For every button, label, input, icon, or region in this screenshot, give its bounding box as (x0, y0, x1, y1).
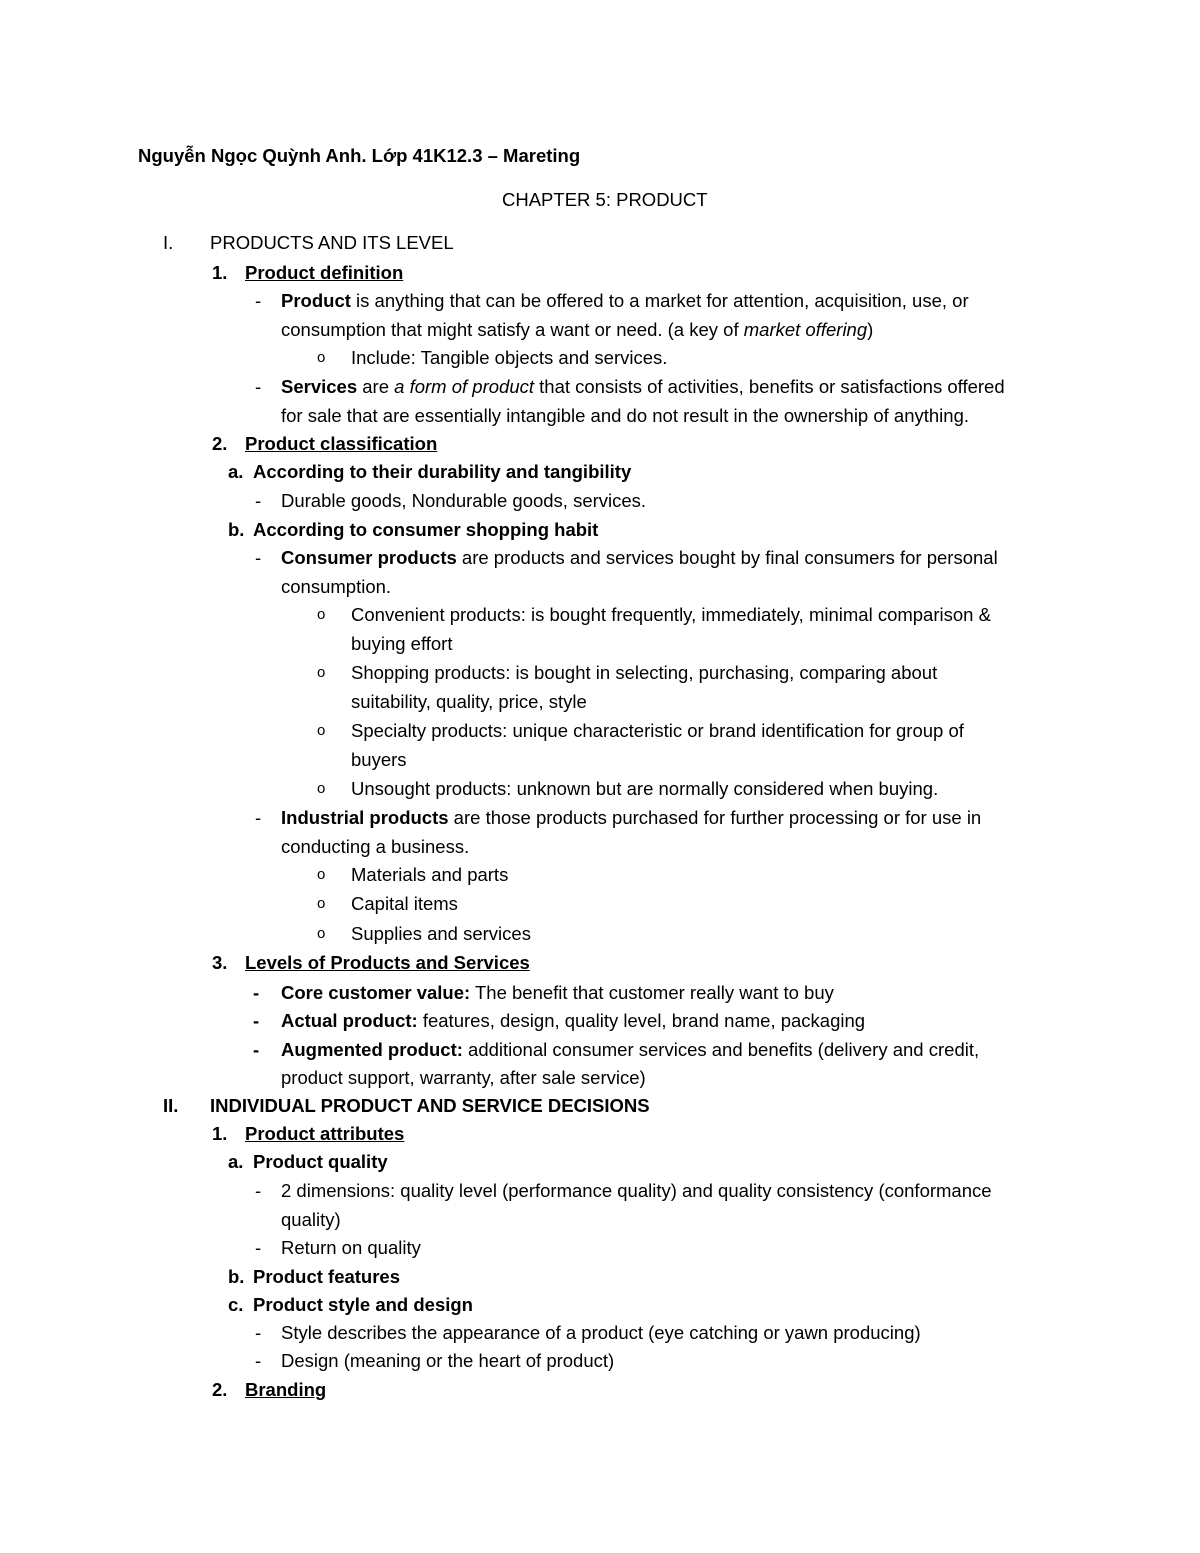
definition-cont-text: consumption that might satisfy a want or need. (a key of (281, 319, 744, 340)
section-1-heading: PRODUCTS AND ITS LEVEL (210, 232, 454, 253)
augmented-product-cont: product support, warranty, after sale service) (281, 1067, 646, 1088)
term-consumer-products: Consumer products (281, 547, 457, 568)
bullet-dash: - (253, 982, 260, 1003)
bullet-dash: - (255, 1350, 262, 1371)
section-2-heading: INDIVIDUAL PRODUCT AND SERVICE DECISIONS (210, 1095, 650, 1116)
definition-text: is anything that can be offered to a market for attention, acquisition, use, or (350, 290, 969, 311)
bullet-dash: - (255, 290, 262, 311)
bullet-dash: - (253, 1039, 260, 1060)
subsection-2-2-number: 2. (212, 1379, 228, 1400)
services-cont: for sale that are essentially intangible and do not result in the ownership of anything. (281, 405, 970, 426)
term-industrial-products: Industrial products (281, 807, 449, 828)
shopping-products-line: Shopping products: is bought in selecting, purchasing, comparing about (351, 662, 938, 683)
consumer-products-line (281, 546, 998, 570)
style-line: Style describes the appearance of a product (eye catching or yawn producing) (281, 1322, 921, 1343)
subsection-1-2-number: 2. (212, 433, 228, 454)
product-features-heading: Product features (253, 1266, 401, 1287)
industrial-products-text: are those products purchased for further processing or for use in (448, 807, 982, 828)
specialty-products-cont: buyers (351, 749, 407, 770)
augmented-product-line (281, 1038, 979, 1062)
consumer-products-text: are products and services bought by final consumers for personal (456, 547, 998, 568)
bullet-dash: - (255, 1237, 262, 1258)
product-quality-heading: Product quality (253, 1151, 388, 1172)
product-definition-line (281, 289, 969, 313)
item-a-text: According to their durability and tangibility (253, 461, 632, 482)
bullet-circle: o (317, 722, 326, 739)
subsection-2-2-title: Branding (245, 1379, 327, 1400)
two-dimensions-cont: quality) (281, 1209, 341, 1230)
item-a-letter: a. (228, 461, 244, 482)
subsection-1-3-number: 3. (212, 952, 228, 973)
bullet-circle: o (317, 866, 326, 883)
subsection-1-3-title: Levels of Products and Services (245, 952, 530, 973)
services-pre: are (357, 376, 395, 397)
industrial-products-line (281, 806, 981, 830)
bullet-circle: o (317, 780, 326, 797)
italic-market-offering: market offering (743, 319, 868, 340)
capital-items-line: Capital items (351, 893, 458, 914)
bullet-circle: o (317, 895, 326, 912)
style-design-heading: Product style and design (253, 1294, 473, 1315)
item-b-text: According to consumer shopping habit (253, 519, 599, 540)
bullet-dash: - (255, 547, 262, 568)
closing-paren: ) (867, 319, 874, 340)
convenient-products-line: Convenient products: is bought frequently, immediately, minimal comparison & (351, 604, 991, 625)
design-line: Design (meaning or the heart of product) (281, 1350, 615, 1371)
term-services: Services (281, 376, 358, 397)
bullet-dash: - (255, 807, 262, 828)
specialty-products-line: Specialty products: unique characteristic or brand identification for group of (351, 720, 964, 741)
supplies-services-line: Supplies and services (351, 923, 531, 944)
shopping-products-cont: suitability, quality, price, style (351, 691, 587, 712)
materials-parts-line: Materials and parts (351, 864, 509, 885)
section-2-number: II. (163, 1095, 179, 1116)
term-augmented-product: Augmented product: (281, 1039, 463, 1060)
author-line: Nguyễn Ngọc Quỳnh Anh. Lớp 41K12.3 – Mareting (138, 145, 581, 166)
actual-product-text: features, design, quality level, brand name, packaging (417, 1010, 866, 1031)
subsection-2-1-title: Product attributes (245, 1123, 405, 1144)
chapter-title: CHAPTER 5: PRODUCT (502, 189, 708, 210)
return-on-quality-line: Return on quality (281, 1237, 421, 1258)
item-c-letter: c. (228, 1294, 244, 1315)
bullet-circle: o (317, 606, 326, 623)
core-value-line (281, 981, 834, 1005)
term-core-customer-value: Core customer value: (281, 982, 471, 1003)
subsection-1-1-title: Product definition (245, 262, 404, 283)
subsection-1-2-title: Product classification (245, 433, 438, 454)
term-product: Product (281, 290, 351, 311)
unsought-products-line: Unsought products: unknown but are normally considered when buying. (351, 778, 939, 799)
bullet-dash: - (255, 1322, 262, 1343)
bullet-dash: - (255, 376, 262, 397)
italic-form-of-product: a form of product (394, 376, 534, 397)
bullet-dash: - (253, 1010, 260, 1031)
product-definition-cont (281, 318, 873, 342)
consumer-products-cont: consumption. (281, 576, 392, 597)
actual-product-line (281, 1009, 865, 1033)
section-1-number: I. (163, 232, 174, 253)
subsection-2-1-number: 1. (212, 1123, 228, 1144)
bullet-circle: o (317, 925, 326, 942)
item-b-letter: b. (228, 519, 245, 540)
subsection-1-1-number: 1. (212, 262, 228, 283)
services-text: that consists of activities, benefits or satisfactions offered (534, 376, 1005, 397)
item-a-letter: a. (228, 1151, 244, 1172)
durable-goods-line: Durable goods, Nondurable goods, services. (281, 490, 647, 511)
bullet-circle: o (317, 664, 326, 681)
bullet-dash: - (255, 490, 262, 511)
services-line (281, 375, 1005, 399)
bullet-dash: - (255, 1180, 262, 1201)
industrial-products-cont: conducting a business. (281, 836, 470, 857)
core-value-text: The benefit that customer really want to buy (470, 982, 834, 1003)
convenient-products-cont: buying effort (351, 633, 453, 654)
bullet-circle: o (317, 349, 326, 366)
augmented-product-text: additional consumer services and benefits (delivery and credit, (462, 1039, 980, 1060)
include-line: Include: Tangible objects and services. (351, 347, 668, 368)
item-b-letter: b. (228, 1266, 245, 1287)
two-dimensions-line: 2 dimensions: quality level (performance quality) and quality consistency (conformance (281, 1180, 992, 1201)
term-actual-product: Actual product: (281, 1010, 418, 1031)
